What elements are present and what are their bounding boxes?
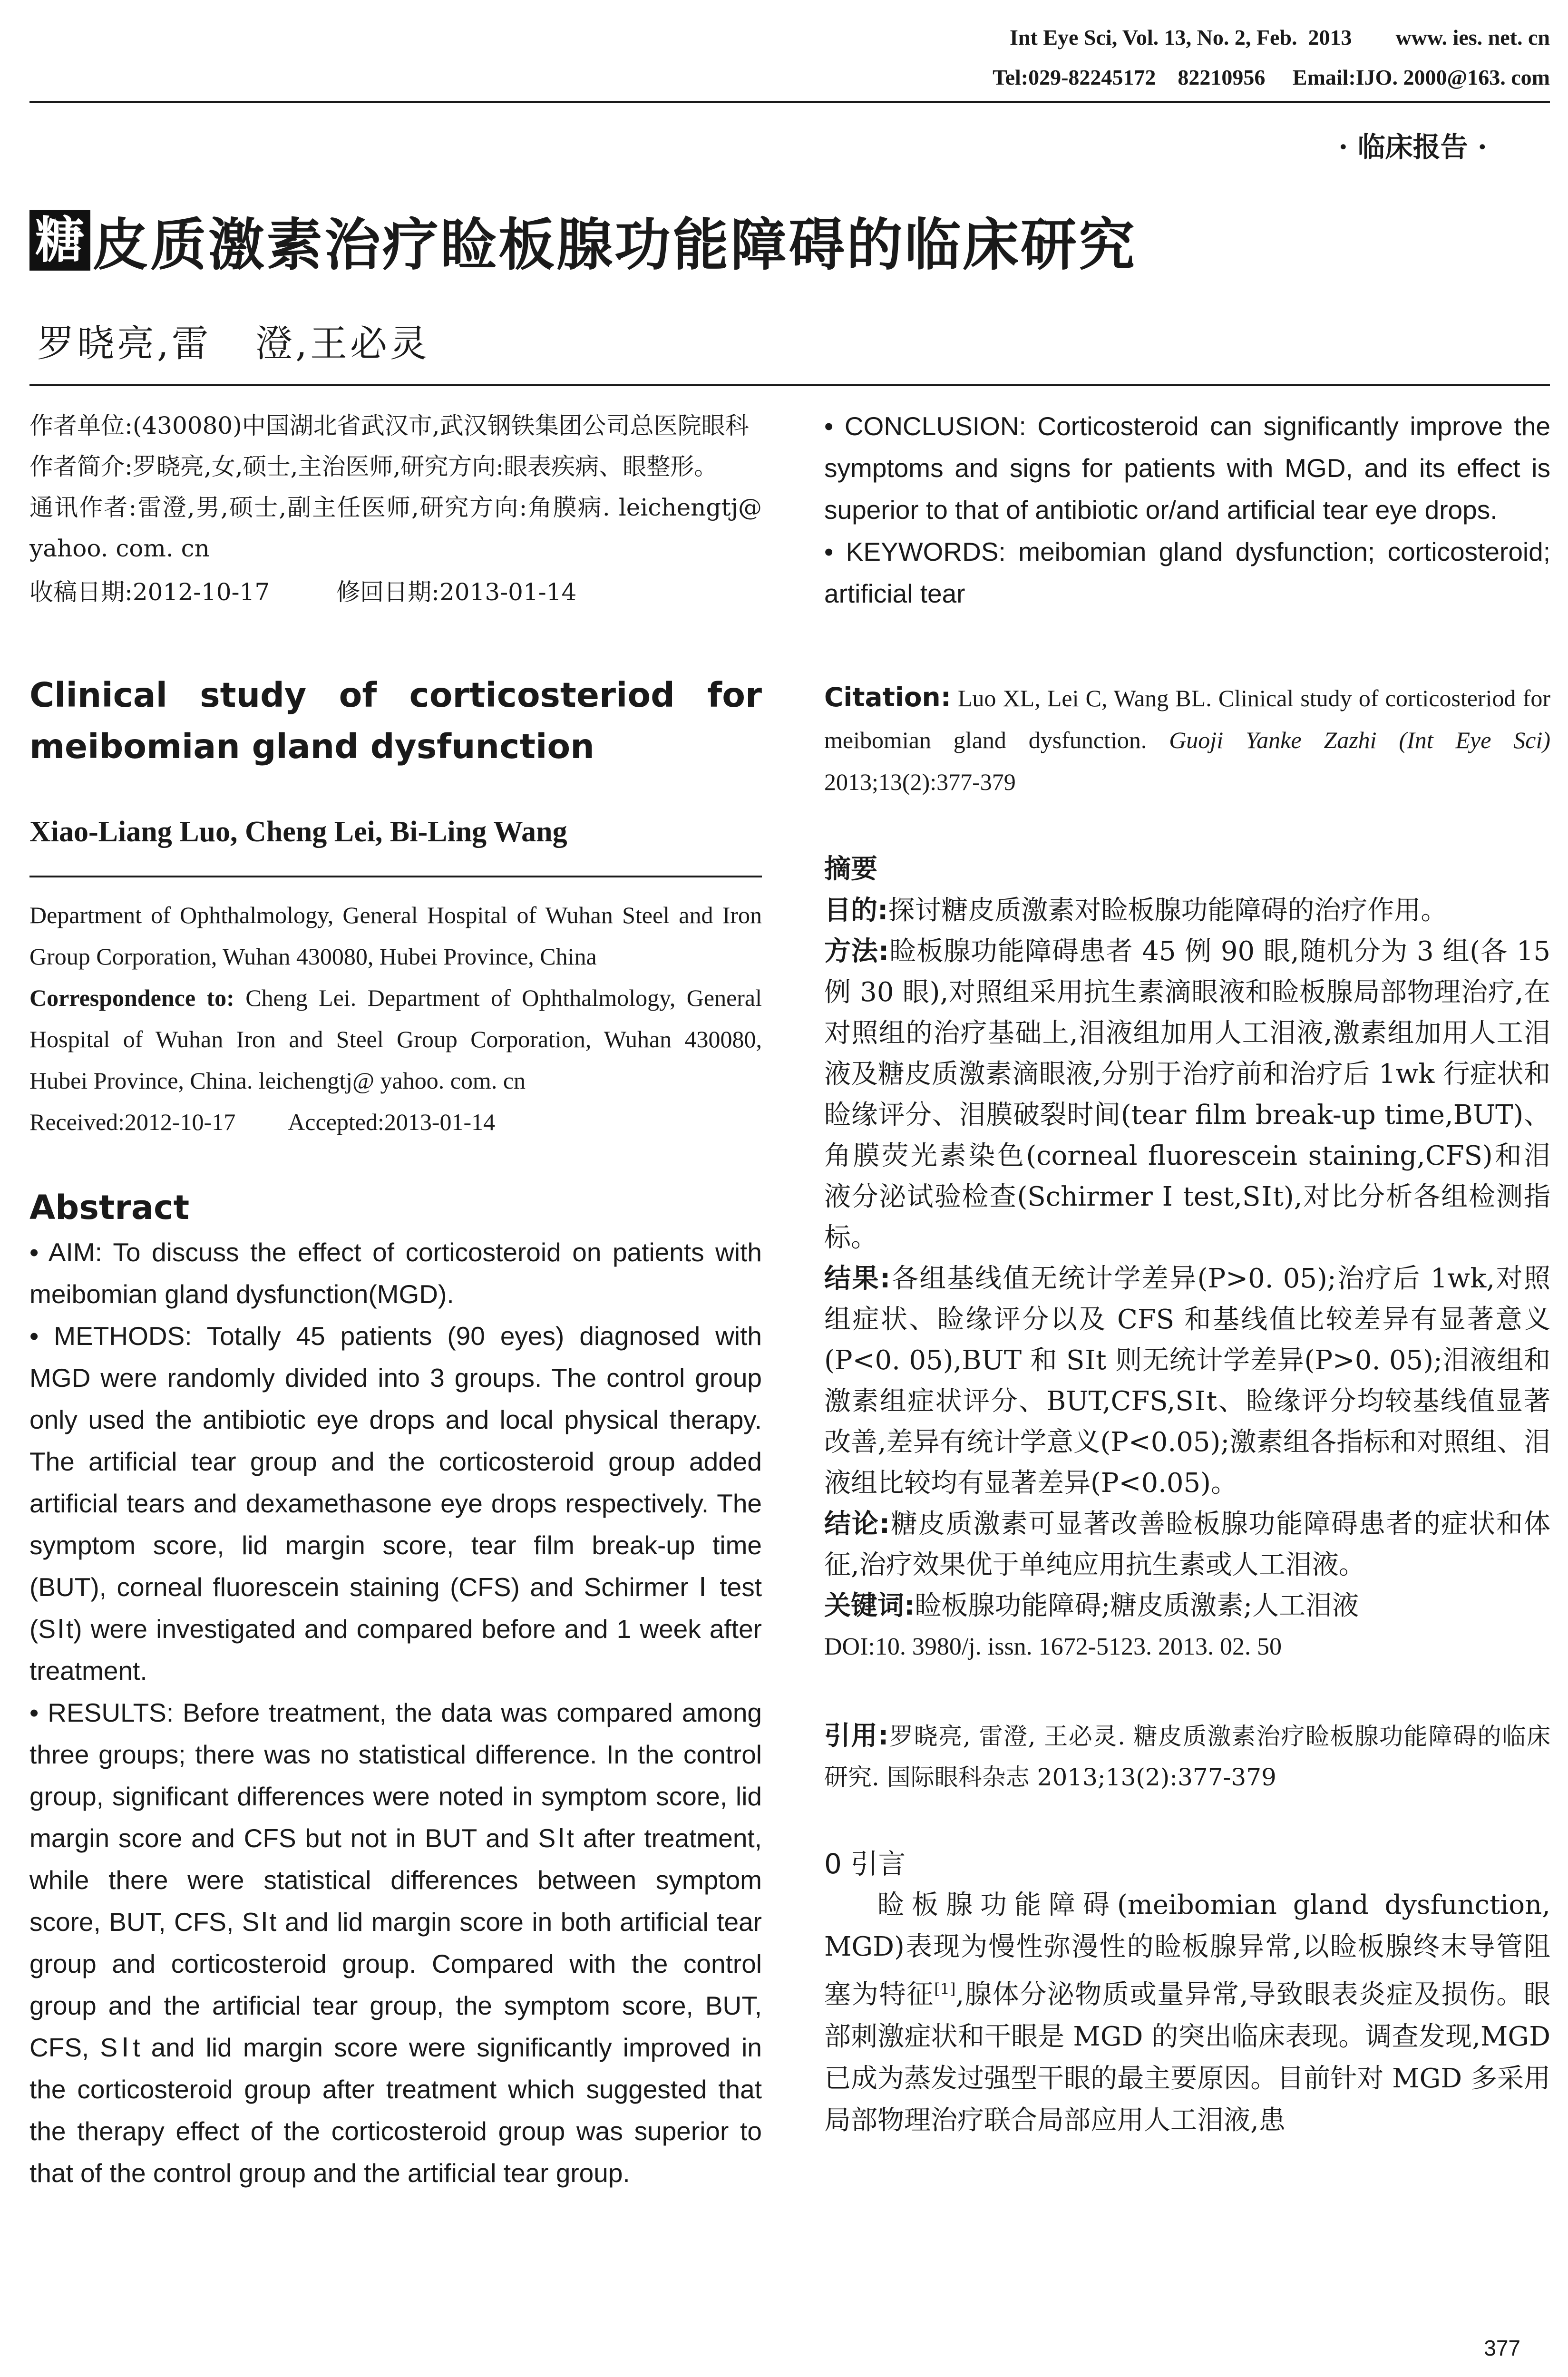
article-title xyxy=(29,200,1137,281)
zh-methods-label: 方法: xyxy=(824,936,889,967)
conclusion-text: Corticosteroid can significantly improve the symptoms and signs for patients with MGD, and its effect is superior to that of antibiotic or/and artificial tear eye drops. xyxy=(824,411,1550,525)
intro-text-b: ,腺体分泌物质或量异常,导致眼表炎症及损伤。眼部刺激症状和干眼是 MGD 的突出临床表现。调查发现,MGD 已成为蒸发过强型干眼的最主要原因。目前针对 MGD 多采用局部物理治疗联合局部应用人工泪液,患 xyxy=(824,1979,1550,2136)
aim-text: To discuss the effect of corticosteroid on patients with meibomian gland dysfunction(MGD). xyxy=(29,1237,762,1309)
zh-results-label: 结果: xyxy=(824,1263,891,1294)
reference-marker[interactable]: [1] xyxy=(934,1980,956,1998)
intro-heading: 0 引言 xyxy=(824,1848,906,1880)
zh-abstract-body xyxy=(824,890,1550,1667)
zh-aim-text: 探讨糖皮质激素对睑板腺功能障碍的治疗作用。 xyxy=(888,895,1448,926)
abstract-heading: Abstract xyxy=(29,1188,190,1227)
citation-text2: 2013;13(2):377-379 xyxy=(824,769,1016,795)
revised-date-cn: 修回日期:2013-01-14 xyxy=(336,578,577,606)
zh-methods xyxy=(824,931,1550,1258)
title-rule xyxy=(29,384,1550,386)
author-unit: 作者单位:(430080)中国湖北省武汉市,武汉钢铁集团公司总医院眼科 xyxy=(29,412,749,439)
accepted-date-en: Accepted:2013-01-14 xyxy=(288,1109,496,1135)
zh-keywords-label: 关键词: xyxy=(824,1590,915,1621)
results-text: Before treatment, the data was compared among three groups; there was no statistical difference. In the control group, significant differences were noted in symptom score, lid margin score and CFS but not in BUT and SⅠt after treatment, while there were statistical differences between symptom score, BUT, CFS, SⅠt and lid margin score in both artificial tear group and corticosteroid group. Compared with the control group and the artificial tear group, the symptom score, BUT, CFS, SⅠt and lid margin score were significantly improved in the corticosteroid group after treatment which suggested that the therapy effect of the corticosteroid group was superior to that of the control group and the artificial tear group. xyxy=(29,1698,762,2188)
correspondence-text: Cheng Lei. Department of Ophthalmology, General Hospital of Wuhan Iron and Steel Group Corporation, Wuhan 430080, Hubei Province, China. leichengtj@ yahoo. com. cn xyxy=(29,984,762,1094)
title-boxed-char: 糖 xyxy=(29,210,90,271)
abstract-methods xyxy=(29,1315,762,1692)
abstract-results xyxy=(29,1692,762,2194)
zh-citation-text: 罗晓亮, 雷澄, 王必灵. 糖皮质激素治疗睑板腺功能障碍的临床研究. 国际眼科杂志 2013;13(2):377-379 xyxy=(824,1723,1550,1791)
received-date-en: Received:2012-10-17 xyxy=(29,1109,236,1135)
dates-cn xyxy=(29,572,762,613)
zh-conclusion-label: 结论: xyxy=(824,1509,890,1539)
correspondence-label: Correspondence to: xyxy=(29,984,234,1011)
zh-conclusion-text: 糖皮质激素可显著改善睑板腺功能障碍患者的症状和体征,治疗效果优于单纯应用抗生素或人工泪液。 xyxy=(824,1509,1550,1580)
abstract-conclusion xyxy=(824,405,1550,531)
citation-text1: Luo XL, Lei C, Wang BL. Clinical study of corticosteriod for meibomian gland dysfunction. xyxy=(824,685,1550,753)
zh-aim-label: 目的: xyxy=(824,895,888,926)
right-column xyxy=(824,405,1550,2142)
journal-header-line1: Int Eye Sci, Vol. 13, No. 2, Feb. 2013 www. ies. net. cn xyxy=(1010,25,1550,49)
received-date-cn: 收稿日期:2012-10-17 xyxy=(29,578,270,606)
keywords-text: meibomian gland dysfunction; corticosteroid; artificial tear xyxy=(824,537,1550,608)
intro-paragraph xyxy=(824,1884,1550,2142)
corresponding-author: 通讯作者:雷澄,男,硕士,副主任医师,研究方向:角膜病. leichengtj@ yahoo. com. cn xyxy=(29,494,762,562)
affiliation-text: Department of Ophthalmology, General Hospital of Wuhan Steel and Iron Group Corporation, Wuhan 430080, Hubei Province, China xyxy=(29,902,762,970)
english-title: Clinical study of corticosteriod for meibomian gland dysfunction xyxy=(29,675,762,766)
zh-results xyxy=(824,1258,1550,1504)
abstract-aim xyxy=(29,1231,762,1315)
methods-text: Totally 45 patients (90 eyes) diagnosed with MGD were randomly divided into 3 groups. The control group only used the antibiotic eye drops and local physical therapy. The artificial tear group and the corticosteroid group added artificial tears and dexamethasone eye drops respectively. The symptom score, lid margin score, tear film break-up time (BUT), corneal fluorescein staining (CFS) and Schirmer Ⅰ test (SⅠt) were investigated and compared before and 1 week after treatment. xyxy=(29,1321,762,1685)
abstract-keywords xyxy=(824,531,1550,614)
intro-body xyxy=(824,1884,1550,2142)
english-authors-rule xyxy=(29,876,762,877)
zh-conclusion xyxy=(824,1504,1550,1586)
aim-label: • AIM: xyxy=(29,1237,102,1267)
zh-keywords-text: 睑板腺功能障碍;糖皮质激素;人工泪液 xyxy=(915,1590,1359,1621)
doi: DOI:10. 3980/j. issn. 1672-5123. 2013. 02. 50 xyxy=(824,1633,1282,1660)
citation-zh xyxy=(824,1715,1550,1798)
journal-header-line2: Tel:029-82245172 82210956 Email:IJO. 2000@163. com xyxy=(993,65,1550,89)
english-authors: Xiao-Liang Luo, Cheng Lei, Bi-Ling Wang xyxy=(29,816,567,848)
abstract-continued xyxy=(824,405,1550,614)
title-text: 皮质激素治疗睑板腺功能障碍的临床研究 xyxy=(92,212,1137,278)
dates-en xyxy=(29,1101,762,1143)
left-column xyxy=(29,405,762,2194)
zh-keywords xyxy=(824,1586,1550,1627)
abstract-body xyxy=(29,1231,762,2194)
zh-citation-label: 引用: xyxy=(824,1720,889,1751)
citation-journal: Guoji Yanke Zazhi (Int Eye Sci) xyxy=(1169,727,1550,753)
zh-abstract-heading: 摘要 xyxy=(824,854,877,885)
authors-cn: 罗晓亮,雷 澄,王必灵 xyxy=(37,322,430,365)
section-tag: · 临床报告 · xyxy=(1338,131,1487,163)
english-affiliation xyxy=(29,895,762,1143)
citation-label: Citation: xyxy=(824,682,951,712)
correspondence xyxy=(29,977,762,1101)
zh-methods-text: 睑板腺功能障碍患者 45 例 90 眼,随机分为 3 组(各 15 例 30 眼),对照组采用抗生素滴眼液和睑板腺局部物理治疗,在对照组的治疗基础上,泪液组加用人工泪液,激素组加用人工泪液及糖皮质激素滴眼液,分别于治疗前和治疗后 1wk 行症状和睑缘评分、泪膜破裂时间(tear film break-up time,BUT)、角膜荧光素染色(corneal fluorescein staining,CFS)和泪液分泌试验检查(Schirmer Ⅰ test,SⅠt),对比分析各组检测指标。 xyxy=(824,936,1551,1253)
zh-results-text: 各组基线值无统计学差异(P>0. 05);治疗后 1wk,对照组症状、睑缘评分以及 CFS 和基线值比较差异有显著意义(P<0. 05),BUT 和 SⅠt 则无统计学差异(P>0. 05);泪液组和激素组症状评分、BUT,CFS,SⅠt、睑缘评分均较基线值显著改善,差异有统计学意义(P<0.05);激素组各指标和对照组、泪液组比较均有显著差异(P<0.05)。 xyxy=(824,1263,1550,1499)
page-number: 377 xyxy=(1484,2336,1520,2360)
methods-label: • METHODS: xyxy=(29,1321,192,1351)
citation-en xyxy=(824,676,1550,803)
keywords-label: • KEYWORDS: xyxy=(824,537,1006,566)
intro-text-a: 睑板腺功能障碍(meibomian gland dysfunction, MGD)表现为慢性弥漫性的睑板腺异常,以睑板腺终末导管阻塞为特征 xyxy=(824,1890,1550,2010)
conclusion-label: • CONCLUSION: xyxy=(824,411,1026,441)
header-rule xyxy=(29,101,1550,103)
author-bio: 作者简介:罗晓亮,女,硕士,主治医师,研究方向:眼表疾病、眼整形。 xyxy=(29,453,718,480)
zh-aim xyxy=(824,890,1550,931)
results-label: • RESULTS: xyxy=(29,1698,174,1727)
author-info xyxy=(29,405,762,613)
